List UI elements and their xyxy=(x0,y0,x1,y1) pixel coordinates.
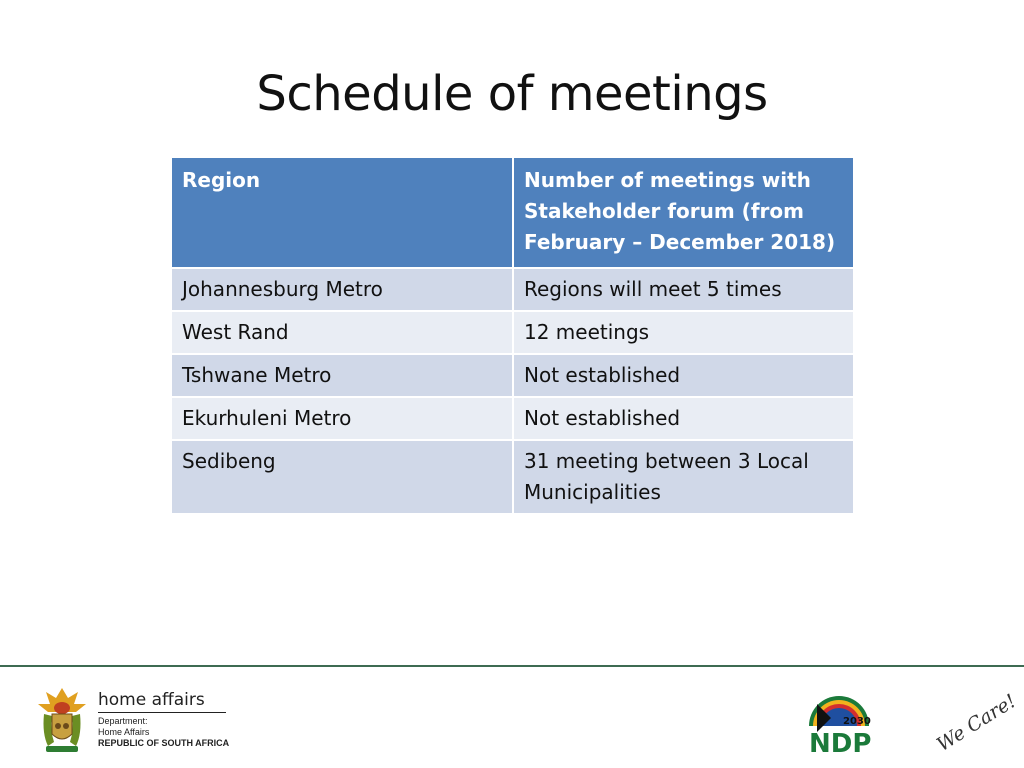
meetings-cell: 31 meeting between 3 Local Municipalities xyxy=(513,440,854,514)
ndp-logo-icon xyxy=(803,686,875,756)
ndp-letters: NDP xyxy=(809,729,872,756)
header-meetings: Number of meetings with Stakeholder forum (from February – December 2018) xyxy=(513,157,854,268)
we-care-slogan: We Care! xyxy=(932,690,1021,756)
slide-title: Schedule of meetings xyxy=(256,66,768,122)
country-name: REPUBLIC OF SOUTH AFRICA xyxy=(98,738,230,748)
coat-of-arms-icon xyxy=(34,684,90,756)
region-cell: Ekurhuleni Metro xyxy=(171,397,513,440)
meetings-cell: Not established xyxy=(513,397,854,440)
table-row xyxy=(171,440,854,514)
table-row xyxy=(171,397,854,440)
table-header-row xyxy=(171,157,854,268)
region-cell: Sedibeng xyxy=(171,440,513,514)
meetings-cell: 12 meetings xyxy=(513,311,854,354)
meetings-table xyxy=(170,156,855,515)
dept-line2: Home Affairs xyxy=(98,727,150,737)
meetings-cell: Regions will meet 5 times xyxy=(513,268,854,311)
table-row xyxy=(171,311,854,354)
ndp-year: 2030 xyxy=(843,716,871,727)
brand-name: home affairs xyxy=(98,690,205,710)
region-cell: West Rand xyxy=(171,311,513,354)
region-cell: Johannesburg Metro xyxy=(171,268,513,311)
table-row xyxy=(171,354,854,397)
table-row xyxy=(171,268,854,311)
footer-divider xyxy=(0,665,1024,667)
region-cell: Tshwane Metro xyxy=(171,354,513,397)
dept-line1: Department: xyxy=(98,716,148,726)
brand-rule xyxy=(98,712,226,713)
home-affairs-logo xyxy=(98,690,229,749)
header-region: Region xyxy=(171,157,513,268)
meetings-cell: Not established xyxy=(513,354,854,397)
